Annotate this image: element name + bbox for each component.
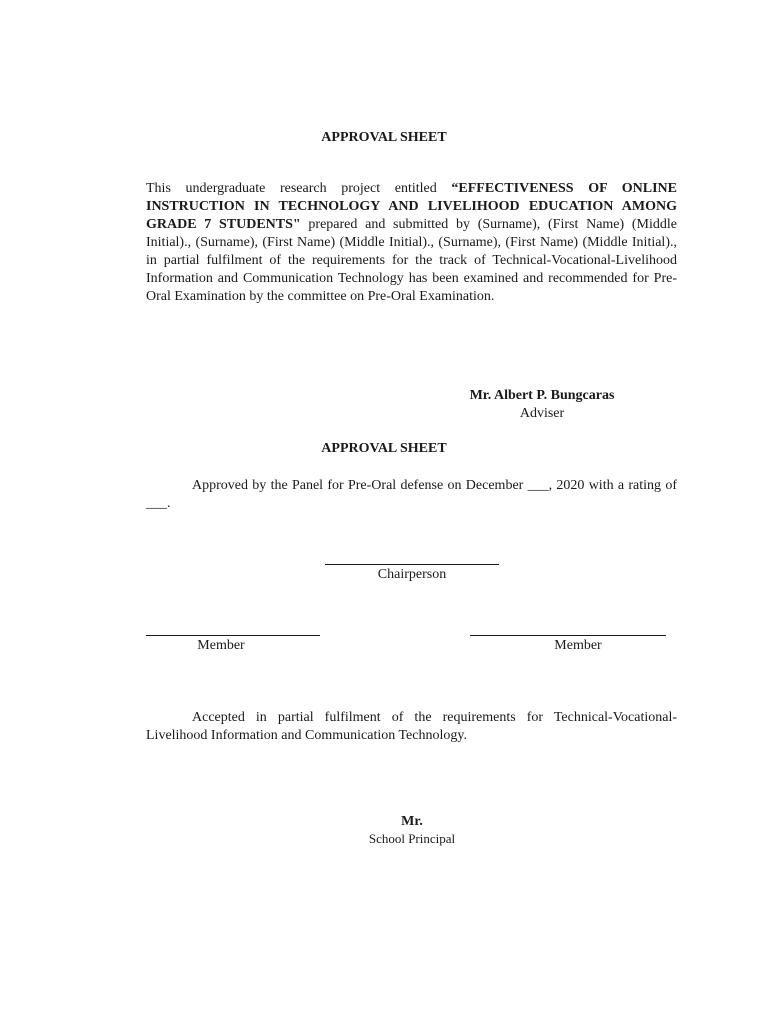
project-title: “EFFECTIVENESS OF ONLINE INSTRUCTION IN TECHNOLOGY AND LIVELIHOOD EDUCATION AMONG GRADE 7 STUDENTS" bbox=[146, 181, 677, 232]
acceptance-paragraph: Accepted in partial fulfilment of the requirements for Technical-Vocational-Livelihood Information and Communication Technology. bbox=[146, 710, 677, 743]
research-intro-text: This undergraduate research project entitled bbox=[146, 181, 452, 196]
member-right-label: Member bbox=[554, 638, 602, 653]
chairperson-signature-line bbox=[325, 564, 499, 565]
member-right-signature-line bbox=[470, 635, 666, 636]
member-left-signature-line bbox=[146, 635, 320, 636]
principal-name: Mr. bbox=[401, 814, 423, 829]
adviser-name: Mr. Albert P. Bungcaras bbox=[469, 388, 615, 403]
adviser-role: Adviser bbox=[519, 406, 565, 421]
research-body-text: prepared and submitted by (Surname), (First Name) (Middle Initial)., (Surname), (First Name) (Middle Initial)., (Surname), (First Name) (Middle Initial)., in partial fulfilment of the requirements for the track of Technical-Vocational-Livelihood Information and Communication Technology has been examined and recommended for Pre-Oral Examination by the committee on Pre-Oral Examination. bbox=[146, 217, 677, 304]
research-statement-paragraph bbox=[146, 180, 677, 306]
panel-approval-paragraph: Approved by the Panel for Pre-Oral defense on December ___, 2020 with a rating of ___. bbox=[146, 478, 677, 511]
principal-role: School Principal bbox=[368, 831, 456, 846]
approval-sheet-title-2: APPROVAL SHEET bbox=[321, 441, 447, 456]
approval-sheet-title: APPROVAL SHEET bbox=[321, 130, 447, 145]
member-left-label: Member bbox=[197, 638, 245, 653]
chairperson-label: Chairperson bbox=[377, 567, 447, 582]
